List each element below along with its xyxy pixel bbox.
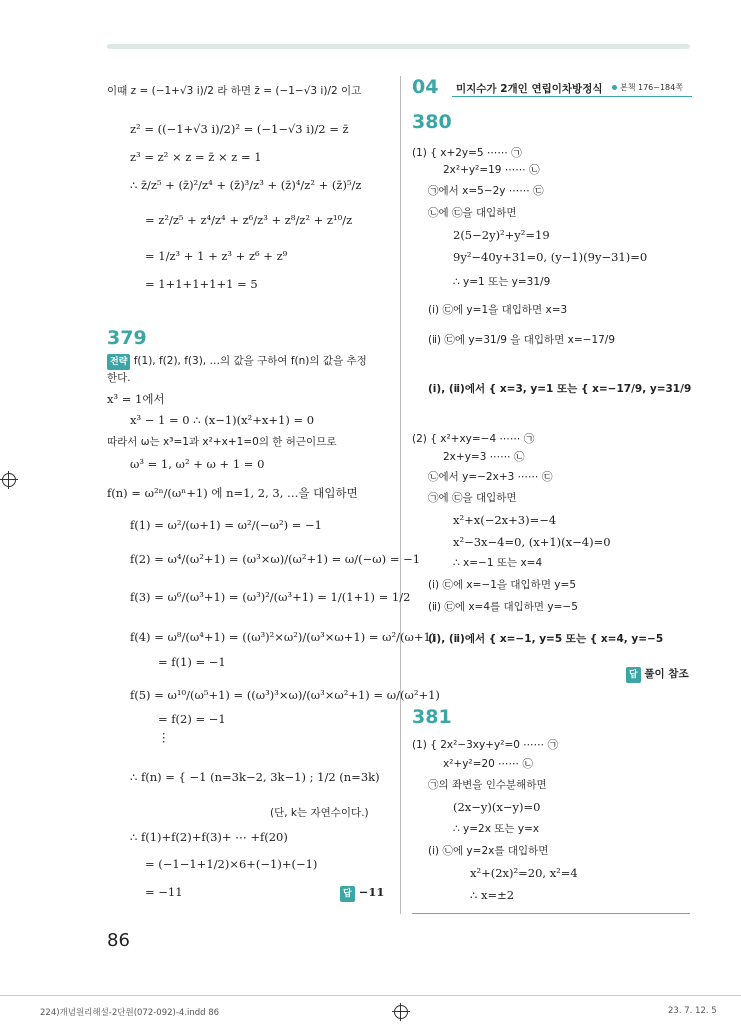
solution-line: ∴ y=2x 또는 y=x	[453, 823, 540, 835]
solution-line: x²−3x−4=0, (x+1)(x−4)=0	[453, 535, 611, 549]
solution-line: x³ − 1 = 0 ∴ (x−1)(x²+x+1) = 0	[130, 413, 315, 427]
strategy-text-cont: 한다.	[107, 372, 131, 384]
solution-line: (1) { x+2y=5 ⋯⋯ ㉠	[412, 147, 522, 159]
solution-line: (2x−y)(x−y)=0	[453, 800, 541, 814]
section-reference: 본책 176~184쪽	[612, 82, 683, 93]
solution-line: 9y²−40y+31=0, (y−1)(9y−31)=0	[453, 250, 648, 264]
section-title: 미지수가 2개인 연립이차방정식	[456, 83, 603, 95]
solution-line: = −11	[145, 885, 183, 899]
solution-line: f(1) = ω²/(ω+1) = ω²/(−ω²) = −1	[130, 518, 322, 532]
section-header	[412, 76, 692, 100]
bullet-icon	[612, 85, 617, 90]
section-underline	[452, 96, 692, 97]
solution-line: = (−1−1+1/2)×6+(−1)+(−1)	[145, 857, 318, 871]
left-line: z³ = z² × z = z̄ × z = 1	[130, 150, 262, 164]
solution-line: (ⅱ) ㉢에 y=31/9 을 대입하면 x=−17/9	[428, 334, 616, 346]
left-line: ∴ z̄/z⁵ + (z̄)²/z⁴ + (z̄)³/z³ + (z̄)⁴/z² + (z̄)⁵/z	[130, 178, 362, 192]
left-line: 이때 z = (−1+√3 i)/2 라 하면 z̄ = (−1−√3 i)/2 이고	[107, 85, 362, 97]
solution-line: f(n) = ω²ⁿ/(ωⁿ+1) 에 n=1, 2, 3, …을 대입하면	[107, 486, 358, 500]
solution-line: 2(5−2y)²+y²=19	[453, 228, 550, 242]
solution-line: ∴ x=±2	[470, 888, 515, 902]
page-number: 86	[107, 930, 130, 951]
footer-file-info: 224)개념원리해설-2단원(072-092)-4.indd 86	[40, 1008, 220, 1018]
solution-line: = f(1) = −1	[158, 655, 226, 669]
problem-number-381: 381	[412, 706, 452, 728]
solution-line: ω³ = 1, ω² + ω + 1 = 0	[130, 457, 265, 471]
solution-line: = f(2) = −1	[158, 712, 226, 726]
strategy-text: f(1), f(2), f(3), …의 값을 구하여 f(n)의 값을 추정	[133, 355, 367, 367]
solution-line: 2x²+y²=19 ⋯⋯ ㉡	[443, 164, 540, 176]
column-divider	[400, 76, 401, 914]
solution-line: ∴ x=−1 또는 x=4	[453, 557, 543, 569]
solution-line: (ⅰ) ㉡에 y=2x를 대입하면	[428, 845, 549, 857]
strategy-line	[107, 354, 367, 370]
registration-mark-icon	[2, 473, 16, 487]
solution-line: (ⅰ) ㉢에 y=1을 대입하면 x=3	[428, 304, 568, 316]
problem-number-379: 379	[107, 327, 147, 349]
left-line: = 1/z³ + 1 + z³ + z⁶ + z⁹	[145, 249, 288, 263]
strategy-tag: 전략	[107, 354, 130, 370]
answer-380	[626, 667, 689, 683]
solution-line: 따라서 ω는 x³=1과 x²+x+1=0의 한 허근이므로	[107, 436, 337, 448]
left-line: = 1+1+1+1+1 = 5	[145, 277, 258, 291]
solution-line: ㉡에 ㉢을 대입하면	[428, 207, 517, 219]
left-line: = z²/z⁵ + z⁴/z⁴ + z⁶/z³ + z⁸/z² + z¹⁰/z	[145, 213, 353, 227]
solution-line: ∴ f(1)+f(2)+f(3)+ ⋯ +f(20)	[130, 830, 288, 844]
registration-mark-icon	[394, 1005, 408, 1019]
solution-line: ㉠에 ㉢을 대입하면	[428, 492, 517, 504]
footer-rule	[0, 995, 741, 996]
solution-line: ∴ y=1 또는 y=31/9	[453, 276, 551, 288]
solution-line: (2) { x²+xy=−4 ⋯⋯ ㉠	[412, 433, 535, 445]
top-decorative-bar	[107, 44, 690, 49]
solution-line: x²+(2x)²=20, x²=4	[470, 866, 578, 880]
solution-line: (단, k는 자연수이다.)	[270, 807, 369, 819]
solution-line: x³ = 1에서	[107, 392, 165, 406]
solution-line: x²+x(−2x+3)=−4	[453, 513, 557, 527]
solution-line: ㉠에서 x=5−2y ⋯⋯ ㉢	[428, 185, 544, 197]
solution-line: ∴ f(n) = { −1 (n=3k−2, 3k−1) ; 1/2 (n=3k)	[130, 770, 380, 784]
solution-line: ㉡에서 y=−2x+3 ⋯⋯ ㉢	[428, 471, 553, 483]
solution-line: (ⅰ) ㉢에 x=−1을 대입하면 y=5	[428, 579, 577, 591]
solution-line: x²+y²=20 ⋯⋯ ㉡	[443, 758, 533, 770]
solution-line: ⋮	[158, 730, 170, 744]
solution-line: f(2) = ω⁴/(ω²+1) = (ω³×ω)/(ω²+1) = ω/(−ω) = −1	[130, 552, 421, 566]
solution-line: ㉠의 좌변을 인수분해하면	[428, 779, 547, 791]
solution-line: f(5) = ω¹⁰/(ω⁵+1) = ((ω³)³×ω)/(ω³×ω²+1) = ω/(ω²+1)	[130, 688, 440, 702]
solution-line: (ⅰ), (ⅱ)에서 { x=−1, y=5 또는 { x=4, y=−5	[428, 633, 664, 645]
answer-tag: 답	[626, 667, 641, 683]
answer-value: −11	[358, 885, 385, 899]
answer-value: 풀이 참조	[644, 668, 689, 680]
solution-line: f(3) = ω⁶/(ω³+1) = (ω³)²/(ω³+1) = 1/(1+1) = 1/2	[130, 590, 411, 604]
bottom-rule	[412, 913, 690, 914]
answer-tag: 답	[340, 886, 355, 902]
solution-line: (ⅱ) ㉢에 x=4를 대입하면 y=−5	[428, 601, 578, 613]
solution-line: (ⅰ), (ⅱ)에서 { x=3, y=1 또는 { x=−17/9, y=31/9	[428, 383, 692, 395]
section-number: 04	[412, 76, 439, 98]
answer-379	[340, 885, 384, 902]
left-line: z² = ((−1+√3 i)/2)² = (−1−√3 i)/2 = z̄	[130, 122, 349, 136]
solution-line: (1) { 2x²−3xy+y²=0 ⋯⋯ ㉠	[412, 739, 559, 751]
solution-line: 2x+y=3 ⋯⋯ ㉡	[443, 451, 525, 463]
solution-line: f(4) = ω⁸/(ω⁴+1) = ((ω³)²×ω²)/(ω³×ω+1) = ω²/(ω+1)	[130, 630, 436, 644]
problem-number-380: 380	[412, 111, 452, 133]
footer-date: 23. 7. 12. 5	[668, 1006, 717, 1016]
